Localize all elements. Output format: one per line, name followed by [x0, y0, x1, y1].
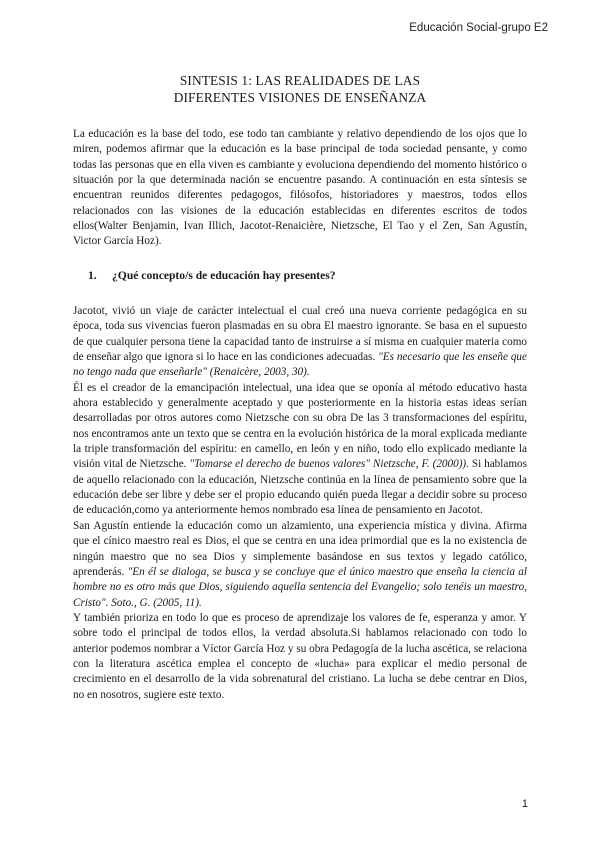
- agustin-text: San Agustín entiende la educación como un alzamiento, una experiencia mística y divina. Afirma que el cínico maestro real es Dios, el que se centra en una idea primordial que es la no existencia de ningún maestro que no sea Dios y simplemente basándose en sus textos y legado católico, aprenderás.: [73, 519, 527, 578]
- paragraph-nietzsche: [73, 381, 527, 519]
- paragraph-jacotot: [73, 304, 527, 381]
- intro-paragraph: La educación es la base del todo, ese todo tan cambiante y relativo dependiendo de los ojos que lo miren, podemos afirmar que la educación es la base principal de toda sociedad pensante, y como todas las personas que en ella viven es cambiante y evoluciona dependiendo del momento histórico o situación por la que determinada nación se encuentre pasando. A continuación en esta síntesis se encuentran reunidos diferentes pedagogos, filósofos, historiadores y maestros, todos ellos relacionados con las visiones de la educación establecidas en diferentes escritos de todos ellos(Walter Benjamin, Ivan Illich, Jacotot-Renaicière, Nietzsche, El Tao y el Zen, San Agustín, Victor García Hoz).: [73, 128, 527, 248]
- section-body: [73, 304, 527, 703]
- page-number: 1: [521, 798, 528, 810]
- section-heading-text: ¿Qué concepto/s de educación hay presentes?: [112, 269, 336, 282]
- section-heading: [88, 269, 336, 282]
- nietzsche-text: Él es el creador de la emancipación intelectual, una idea que se oponía al método educativo hasta ahora establecido y generalmente aceptado y que posteriormente en la historia estas ideas serían desarrolladas por otros autores como Nietzsche con su obra De las 3 transformaciones del espíritu, nos encontramos ante un texto que se centra en la evolución histórica de la moral explicada mediante la triple transformación del espíritu: en camello, en león y en niño, todo ello explicado mediante la visión vital de Nietzsche.: [73, 381, 527, 471]
- agustin-quote: "En él se dialoga, se busca y se concluye que el único maestro que enseña la ciencia al hombre no es otro más que Dios, siguiendo aquella sentencia del Evangelio; solo tenéis un maestro, Cristo". Soto., G. (2005, 11).: [73, 565, 527, 609]
- garcia-hoz-text: Y también prioriza en todo lo que es proceso de aprendizaje los valores de fe, esperanza y amor. Y sobre todo el principal de todos ellos, la verdad absoluta.Si hablamos relacionado con todo lo anterior podemos nombrar a Víctor García Hoz y su obra Pedagogía de la lucha ascética, se relaciona con la literatura ascética emplea el concepto de «lucha» para explicar el medio personal de crecimiento en el desarrollo de la vida sobrenatural del cristiano. La lucha se debe centrar en Dios, no en nosotros, sugiere este texto.: [73, 611, 527, 701]
- section-number: 1.: [88, 269, 97, 282]
- paragraph-garcia-hoz: [73, 611, 527, 703]
- nietzsche-quote: "Tomarse el derecho de buenos valores" Nietzsche, F. (2000)).: [189, 458, 469, 471]
- intro-block: [73, 127, 527, 250]
- document-title: [0, 72, 600, 106]
- running-header: Educación Social-grupo E2: [409, 22, 548, 34]
- title-line-1: SINTESIS 1: LAS REALIDADES DE LAS: [179, 73, 421, 88]
- jacotot-quote: "Es necesario que les enseñe que no tengo nada que enseñarle" (Renaicère, 2003, 30).: [73, 351, 527, 379]
- paragraph-agustin: [73, 519, 527, 611]
- nietzsche-text-after: Si hablamos de aquello relacionado con la educación, Nietzsche continúa en la línea de pensamiento sobre que la educación debe ser libre y debe ser el propio educando quién pueda llegar a decidir sobre su proceso de educación,como ya anteriormente hemos nombrado esa línea de pensamiento en Jacotot.: [73, 458, 528, 517]
- jacotot-text: Jacotot, vivió un viaje de carácter intelectual el cual creó una nueva corriente pedagógica en su época, toda sus vivencias fueron plasmadas en su obra El maestro ignorante. Se basa en el supuesto de que cualquier persona tiene la capacidad tanto de instruirse a sí misma en cualquier materia como de enseñar algo que ignora si lo hace en las condiciones adecuadas.: [73, 305, 527, 364]
- title-line-2: DIFERENTES VISIONES DE ENSEÑANZA: [173, 90, 427, 105]
